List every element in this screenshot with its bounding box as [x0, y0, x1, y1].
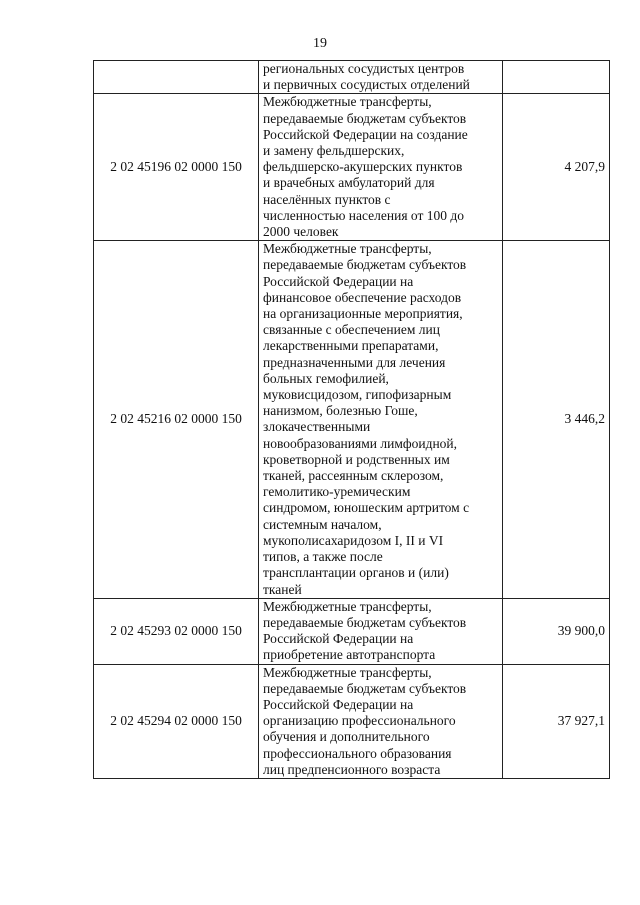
table-row [94, 61, 610, 94]
description-line: региональных сосудистых центров [263, 61, 465, 76]
description-line: больных гемофилией, [263, 370, 389, 386]
description-line: передаваемые бюджетам субъектов [263, 680, 467, 696]
description-line: лекарственными препаратами, [263, 338, 439, 354]
description-line: Межбюджетные трансферты, [263, 664, 432, 680]
description-cell [259, 61, 503, 94]
description-line: Межбюджетные трансферты, [263, 598, 432, 614]
description-line: 2000 человек [263, 224, 339, 240]
budget-table [93, 60, 610, 779]
table-row [94, 664, 610, 778]
description-line: гемолитико-уремическим [263, 484, 411, 500]
description-line: кроветворной и родственных им [263, 451, 450, 467]
amount-cell: 3 446,2 [503, 241, 610, 598]
description-line: типов, а также после [263, 549, 383, 565]
table-row [94, 94, 610, 241]
description-line: тканей, рассеянным склерозом, [263, 468, 444, 484]
budget-table-body [94, 61, 610, 779]
description-line: численностью населения от 100 до [263, 207, 464, 223]
description-line: Российской Федерации на [263, 273, 414, 289]
description-line: фельдшерско-акушерских пунктов [263, 159, 463, 175]
page-number: 19 [313, 36, 327, 51]
description-line: злокачественными [263, 419, 371, 435]
amount-cell: 4 207,9 [503, 94, 610, 241]
budget-code-cell: 2 02 45294 02 0000 150 [94, 664, 259, 778]
description-line: связанные с обеспечением лиц [263, 322, 440, 338]
amount-cell [503, 61, 610, 94]
description-line: нанизмом, болезнью Гоше, [263, 403, 418, 419]
description-line: передаваемые бюджетам субъектов [263, 257, 467, 273]
budget-code-cell: 2 02 45216 02 0000 150 [94, 241, 259, 598]
description-line: приобретение автотранспорта [263, 647, 436, 663]
description-line: мукополисахаридозом I, II и VI [263, 532, 444, 548]
description-line: населённых пунктов с [263, 191, 391, 207]
amount-cell: 37 927,1 [503, 664, 610, 778]
description-line: трансплантации органов и (или) [263, 565, 449, 581]
description-line: синдромом, юношеским артритом с [263, 500, 470, 516]
description-line: Российской Федерации на [263, 631, 414, 647]
description-line: профессионального образования [263, 745, 452, 761]
description-line: обучения и дополнительного [263, 729, 430, 745]
description-line: новообразованиями лимфоидной, [263, 435, 458, 451]
description-line: тканей [263, 581, 302, 597]
description-line: Российской Федерации на создание [263, 126, 468, 142]
description-cell [259, 94, 503, 241]
description-line: Межбюджетные трансферты, [263, 94, 432, 110]
budget-code-cell: 2 02 45293 02 0000 150 [94, 598, 259, 664]
description-line: передаваемые бюджетам субъектов [263, 614, 467, 630]
description-cell [259, 598, 503, 664]
table-row [94, 241, 610, 598]
description-cell [259, 664, 503, 778]
description-line: Межбюджетные трансферты, [263, 241, 432, 257]
description-line: предназначенными для лечения [263, 354, 446, 370]
description-cell [259, 241, 503, 598]
table-row [94, 598, 610, 664]
amount-cell: 39 900,0 [503, 598, 610, 664]
description-line: Российской Федерации на [263, 696, 414, 712]
description-line: и первичных сосудистых отделений [263, 77, 470, 93]
description-line: системным началом, [263, 516, 382, 532]
description-line: на организационные мероприятия, [263, 306, 463, 322]
description-line: лиц предпенсионного возраста [263, 761, 441, 777]
budget-code-cell: 2 02 45196 02 0000 150 [94, 94, 259, 241]
description-line: муковисцидозом, гипофизарным [263, 387, 452, 403]
description-line: и врачебных амбулаторий для [263, 175, 435, 191]
description-line: организацию профессионального [263, 713, 456, 729]
description-line: передаваемые бюджетам субъектов [263, 110, 467, 126]
description-line: финансовое обеспечение расходов [263, 289, 462, 305]
description-line: и замену фельдшерских, [263, 143, 405, 159]
budget-code-cell [94, 61, 259, 94]
